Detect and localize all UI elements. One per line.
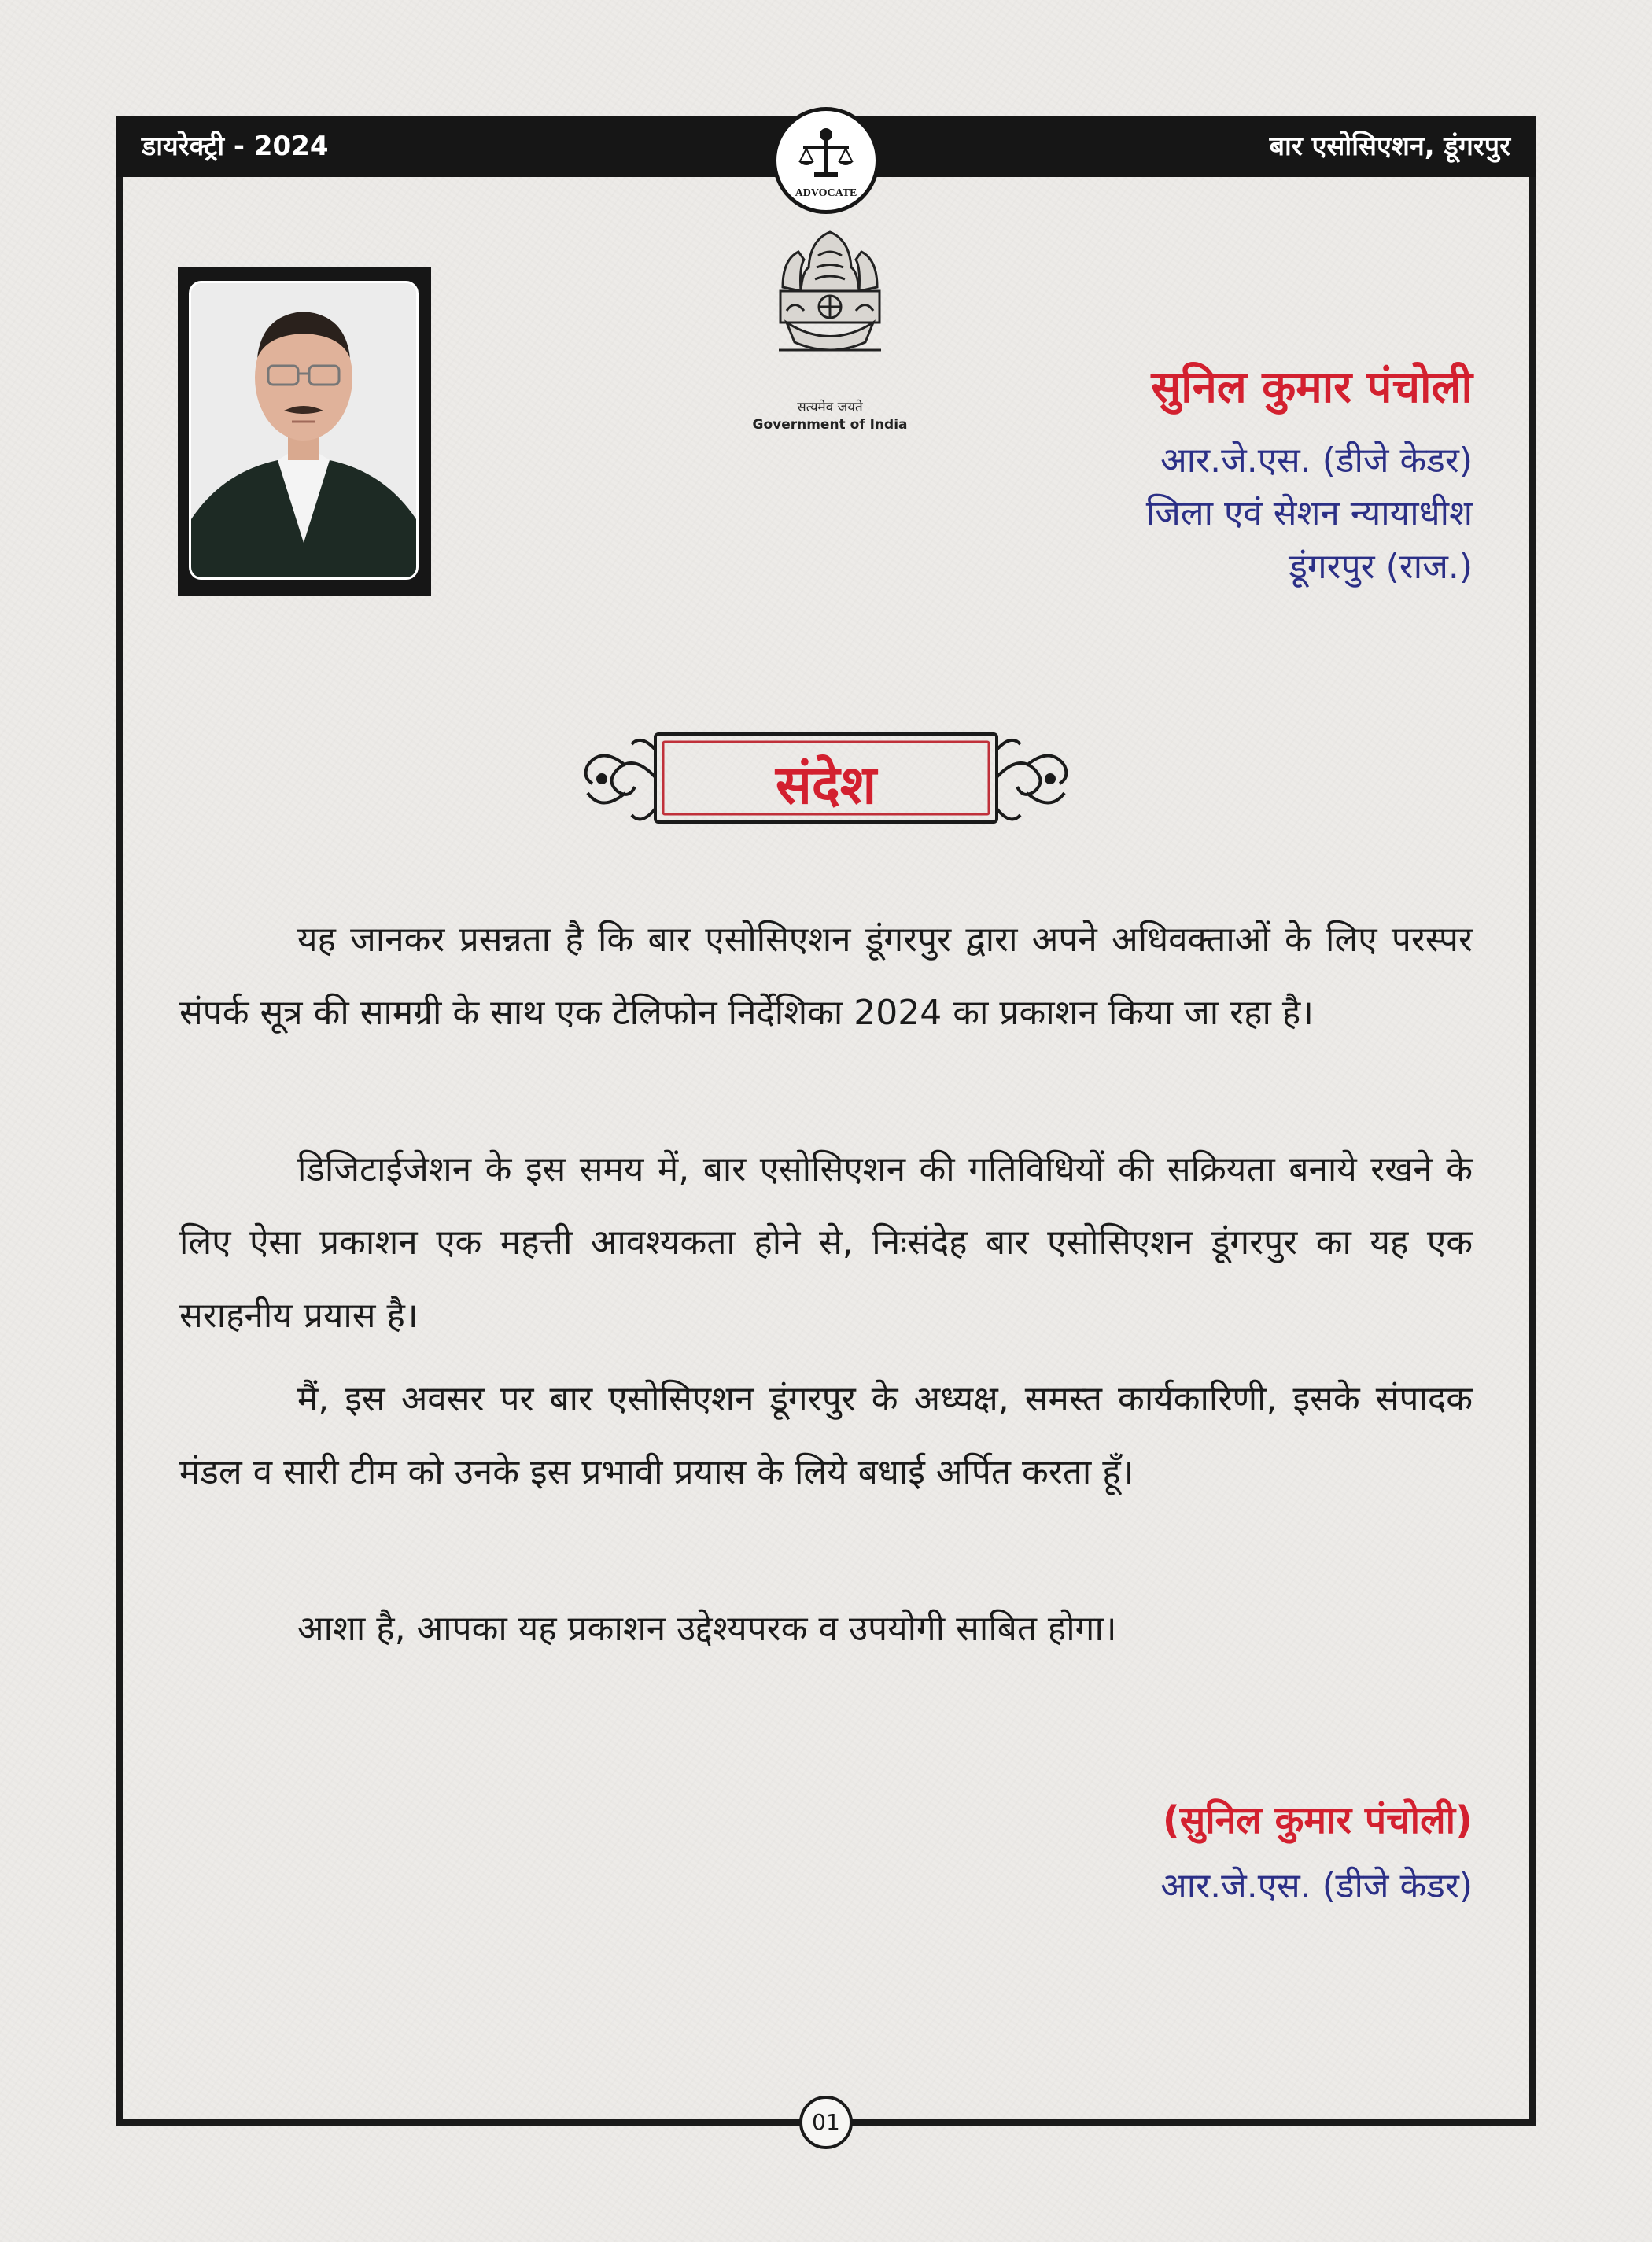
emblem-motto: सत्यमेव जयते	[797, 400, 863, 415]
message-paragraph-4: आशा है, आपका यह प्रकाशन उद्देश्यपरक व उपयोगी साबित होगा।	[297, 1609, 1117, 1649]
message-paragraph-1: यह जानकर प्रसन्नता है कि बार एसोसिएशन डूंगरपुर द्वारा अपने अधिवक्ताओं के लिए परस्पर संपर्क सूत्र की सामग्री के साथ एक टेलिफोन निर्देशिका 2024 का प्रकाशन किया जा रहा है।	[179, 920, 1473, 1033]
advocate-logo-text: ADVOCATE	[795, 187, 857, 199]
emblem-caption: Government of India	[752, 417, 908, 433]
person-designation-1: आर.जे.एस. (डीजे केडर)	[1160, 441, 1473, 481]
portrait-photo	[189, 281, 419, 580]
person-designation-3: डूंगरपुर (राज.)	[1289, 547, 1473, 587]
photo-frame	[178, 267, 431, 596]
lion-capital-icon	[779, 232, 881, 350]
message-title: संदेश	[775, 754, 877, 817]
signature-name: (सुनिल कुमार पंचोली)	[1162, 1798, 1473, 1842]
signature-designation: आर.जे.एस. (डीजे केडर)	[1160, 1866, 1473, 1906]
message-paragraph-2: डिजिटाईजेशन के इस समय में, बार एसोसिएशन की गतिविधियों की सक्रियता बनाये रखने के लिए ऐसा प्रकाशन एक महत्ती आवश्यकता होने से, निःसंदेह बार एसोसिएशन डूंगरपुर का यह एक सराहनीय प्रयास है।	[179, 1149, 1473, 1336]
scales-icon	[798, 128, 854, 177]
header-association-label: बार एसोसिएशन, डूंगरपुर	[1269, 131, 1510, 162]
header-directory-label: डायरेक्ट्री - 2024	[142, 131, 329, 162]
message-paragraph-3: मैं, इस अवसर पर बार एसोसिएशन डूंगरपुर के अध्यक्ष, समस्त कार्यकारिणी, इसके संपादक मंडल व सारी टीम को उनके इस प्रभावी प्रयास के लिये बधाई अर्पित करता हूँ।	[179, 1379, 1473, 1492]
person-name: सुनिल कुमार पंचोली	[1151, 362, 1473, 413]
page-number: 01	[799, 2096, 853, 2149]
advocate-logo	[773, 107, 879, 214]
person-designation-2: जिला एवं सेशन न्यायाधीश	[1145, 493, 1473, 533]
